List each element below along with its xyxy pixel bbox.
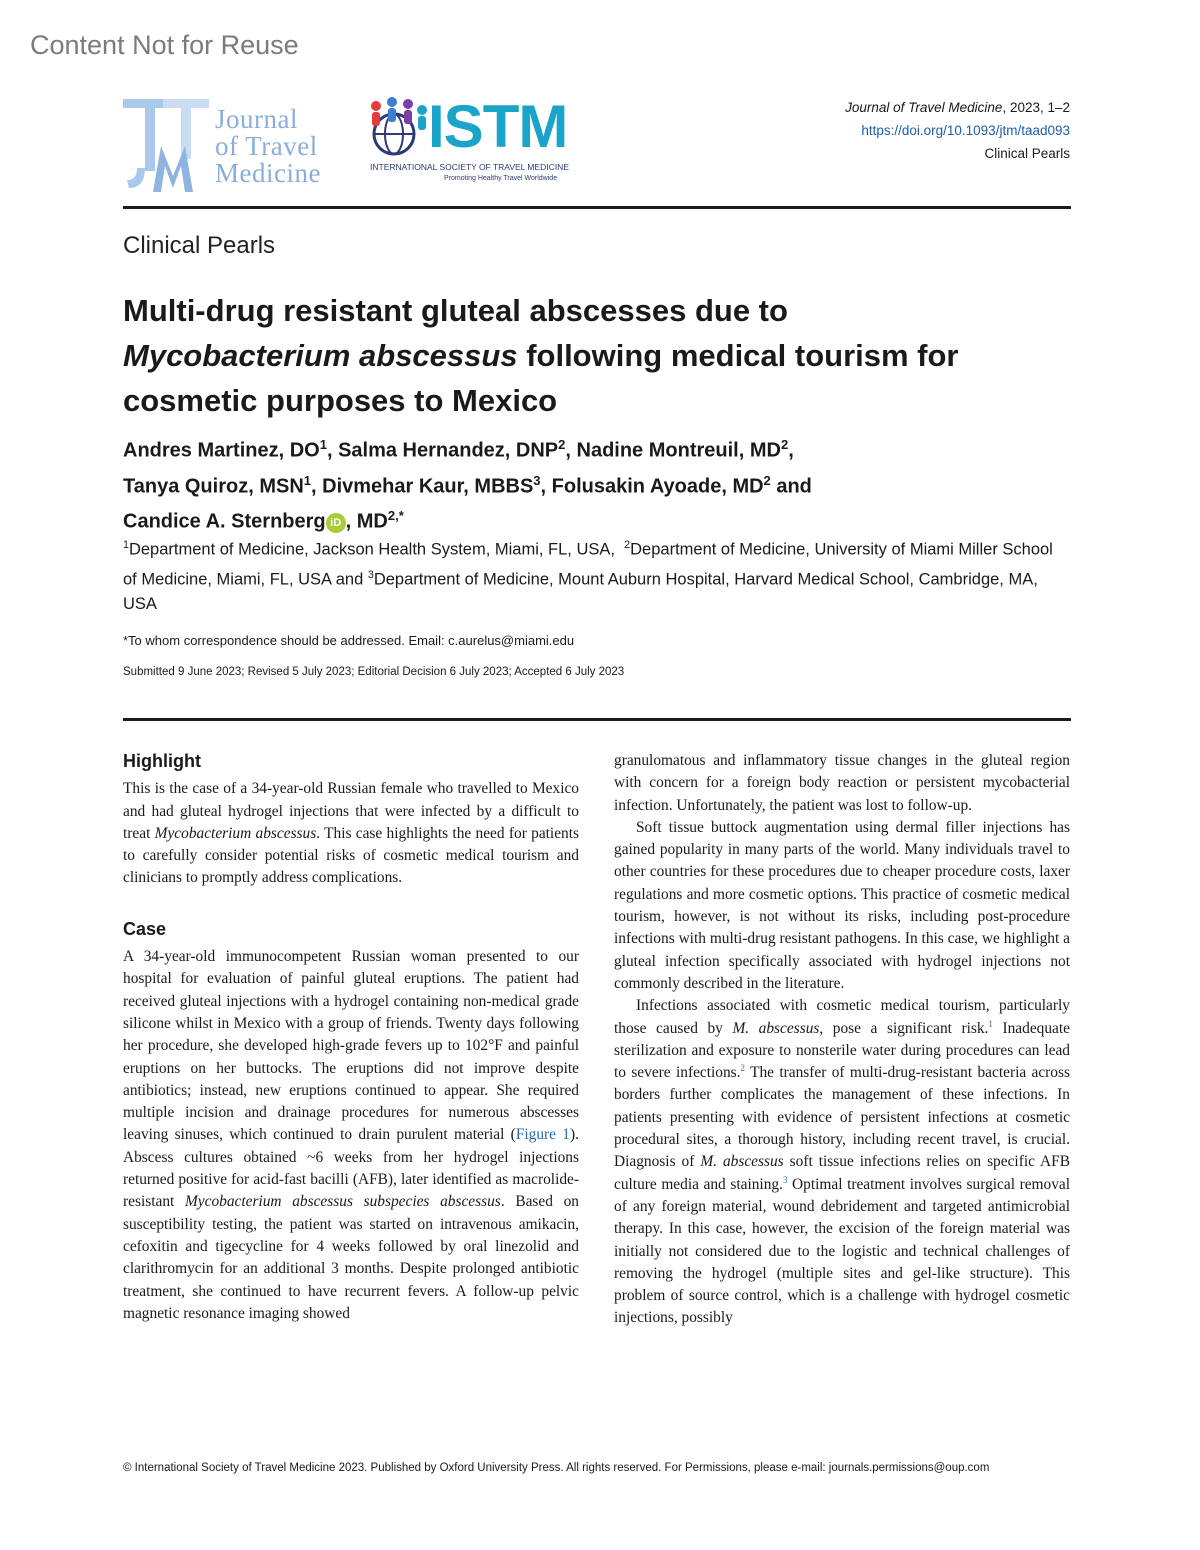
- istm-wordmark: ISTM: [428, 93, 568, 160]
- reference-3-link[interactable]: 3: [782, 1174, 788, 1185]
- case-heading: Case: [123, 918, 167, 939]
- istm-subtitle: INTERNATIONAL SOCIETY OF TRAVEL MEDICINE: [370, 162, 569, 172]
- author-affil: 2: [558, 437, 566, 452]
- author-affil: 3: [533, 472, 541, 488]
- correspondence: *To whom correspondence should be addressed. Email: c.aurelus@miami.edu: [123, 633, 575, 648]
- author-sep: ,: [311, 475, 323, 498]
- watermark: Content Not for Reuse: [30, 30, 299, 60]
- article-meta: [845, 96, 1070, 165]
- text-run: . Based on susceptibility testing, the patient was started on intravenous amikacin, cefoxitin and tigecycline for 4 weeks followed by oral linezolid and clarithromycin for an additional 3 months. Despite prolonged antibiotic treatment, she continued to have recurrent fevers. A follow-up pelvic magnetic resonance imaging showed: [123, 1193, 580, 1322]
- author-sep: ,: [540, 475, 552, 498]
- affil-marker: 2: [624, 539, 631, 551]
- jtm-monogram-icon: [123, 96, 213, 196]
- affiliation: Department of Medicine, Jackson Health System, Miami, FL, USA,: [128, 540, 615, 559]
- paragraph: [614, 995, 1070, 1329]
- article-type: Clinical Pearls: [984, 146, 1070, 161]
- istm-tagline: Promoting Healthy Travel Worldwide: [444, 175, 558, 182]
- text-run: , pose a significant risk.: [819, 1019, 989, 1037]
- text-run-italic: Mycobacterium abscessus subspecies abscessus: [184, 1193, 501, 1211]
- figure-1-link[interactable]: Figure 1: [515, 1126, 570, 1144]
- text-run: . This case highlights the need for patients to carefully consider potential risks of cosmetic medical tourism and clinicians to promptly address complications.: [123, 824, 579, 887]
- text-run: This is the case of a 34-year-old Russian female who travelled to Mexico and had gluteal hydrogel injections that were infected by a difficult to treat: [123, 780, 579, 842]
- text-run: ). Abscess cultures obtained ~6 weeks from her hydrogel injections returned positive for acid-fast bacilli (AFB), later identified as macrolide-resistant: [123, 1126, 579, 1211]
- globe-people-icon: [362, 96, 432, 160]
- affiliation: Department of Medicine, University of Miami Miller School of Medicine, Miami, FL, USA and: [123, 540, 1053, 588]
- title-species: Mycobacterium abscessus: [123, 338, 518, 373]
- article-dates: Submitted 9 June 2023; Revised 5 July 2023; Editorial Decision 6 July 2023; Accepted 6 July 2023: [123, 666, 625, 678]
- text-run-italic: M. abscessus: [700, 1153, 784, 1171]
- author-sep: ,: [326, 439, 339, 462]
- text-run-italic: Mycobacterium abscessus: [154, 824, 317, 842]
- author: Salma Hernandez, DNP: [338, 439, 559, 462]
- journal-name: Journal of Travel Medicine: [845, 100, 1003, 115]
- author: Andres Martinez, DO: [123, 439, 320, 462]
- highlight-text: [123, 778, 579, 889]
- text-run: Optimal treatment involves surgical removal of any foreign material, wound debridement and targeted antimicrobial therapy. In this case, however, the excision of the foreign material was initially not considered due to the logistic and technical challenges of removing the hydrogel (multiple sites and gel-like structure). This problem of source control, which is a challenge with hydrogel cosmetic injections, possibly: [614, 1175, 1070, 1327]
- author: Tanya Quiroz, MSN: [123, 475, 304, 498]
- jtm-line-3: Medicine: [215, 158, 321, 188]
- author-affil: 2,*: [387, 508, 404, 524]
- citation: [845, 96, 1070, 119]
- year-pages: , 2023, 1–2: [1002, 100, 1070, 115]
- body-rule: [123, 718, 1071, 721]
- affil-marker: 1: [123, 539, 129, 551]
- text-run: A 34-year-old immunocompetent Russian woman presented to our hospital for evaluation of painful gluteal eruptions. The patient had received gluteal injections with a hydrogel containing non-medical grade silicone whilst in Mexico with a group of friends. Twenty days following her procedure, she developed high-grade fevers up to 102°F and painful eruptions on her buttocks. The eruptions did not improve despite antibiotics; instead, new eruptions continued to appear. She required multiple incision and drainage procedures for numerous abscesses leaving sinuses, which continued to drain purulent material (: [123, 948, 579, 1144]
- author: Divmehar Kaur, MBBS: [322, 475, 534, 498]
- jtm-logo: [123, 96, 335, 196]
- text-run-italic: M. abscessus: [732, 1019, 820, 1037]
- header-rule: [123, 206, 1071, 209]
- author-sep: ,: [565, 439, 577, 462]
- author-sep: ,: [788, 439, 794, 462]
- reference-1-link[interactable]: 1: [988, 1018, 993, 1029]
- jtm-wordmark: [215, 106, 321, 187]
- author-affil: 2: [763, 472, 771, 488]
- text-run: Infections associated with cosmetic medical tourism, particularly those caused by: [614, 997, 1070, 1037]
- paragraph: Soft tissue buttock augmentation using dermal filler injections has gained popularity in many parts of the world. Many individuals travel to other countries for these procedures due to cheaper procedure costs, laxer regulations and more cosmetic options. This practice of cosmetic medical tourism, however, is not without its risks, including post-procedure infections with multi-drug resistant pathogens. In this case, we highlight a gluteal infection specifically associated with hydrogel injections not commonly described in the literature.: [614, 818, 1070, 992]
- text-run: The transfer of multi-drug-resistant bacteria across borders further complicates the management of these infections. In patients presenting with evidence of persistent infections at cosmetic procedural sites, a thorough history, including recent travel, is crucial. Diagnosis of: [614, 1064, 1070, 1171]
- author-degree: , MD: [345, 510, 388, 533]
- section-label: Clinical Pearls: [123, 232, 276, 259]
- affiliations: [123, 533, 1071, 617]
- title-part-1: Multi-drug resistant gluteal abscesses due to: [123, 293, 788, 328]
- doi-link[interactable]: https://doi.org/10.1093/jtm/taad093: [861, 123, 1070, 138]
- paragraph: granulomatous and inflammatory tissue changes in the gluteal region with concern for a foreign body reaction or persistent mycobacterial infection. Unfortunately, the patient was lost to follow-up.: [614, 752, 1070, 814]
- author: Nadine Montreuil, MD: [576, 439, 781, 462]
- left-column: [123, 750, 579, 1325]
- author-affil: 2: [780, 437, 789, 452]
- text-run: soft tissue infections relies on specific AFB culture media and staining.: [614, 1153, 1070, 1193]
- jtm-line-2: of Travel: [215, 131, 318, 161]
- author-list: [123, 430, 1071, 537]
- right-column: [614, 750, 1070, 1330]
- affiliation: Department of Medicine, Mount Auburn Hospital, Harvard Medical School, Cambridge, MA, USA: [123, 570, 1038, 613]
- title-part-2: following medical tourism for cosmetic purposes to Mexico: [123, 338, 959, 418]
- author-sep: and: [770, 475, 812, 498]
- reference-2-link[interactable]: 2: [740, 1063, 746, 1074]
- istm-logo: [362, 93, 582, 191]
- author: Candice A. Sternberg: [123, 510, 326, 533]
- highlight-heading: Highlight: [123, 751, 201, 771]
- affil-marker: 3: [367, 568, 374, 581]
- jtm-line-1: Journal: [215, 104, 298, 134]
- author-affil: 1: [303, 472, 311, 488]
- author-affil: 1: [319, 437, 327, 452]
- orcid-icon[interactable]: iD: [326, 513, 346, 533]
- copyright-footer: © International Society of Travel Medicine 2023. Published by Oxford University Press. All rights reserved. For Permissions, please e-mail: journals.permissions@oup.com: [123, 1462, 990, 1474]
- text-run: Inadequate sterilization and exposure to nonsterile water during procedures can lead to severe infections.: [614, 1019, 1070, 1082]
- case-text: [123, 946, 579, 1325]
- article-title: [123, 288, 1071, 423]
- author: Folusakin Ayoade, MD: [551, 475, 764, 498]
